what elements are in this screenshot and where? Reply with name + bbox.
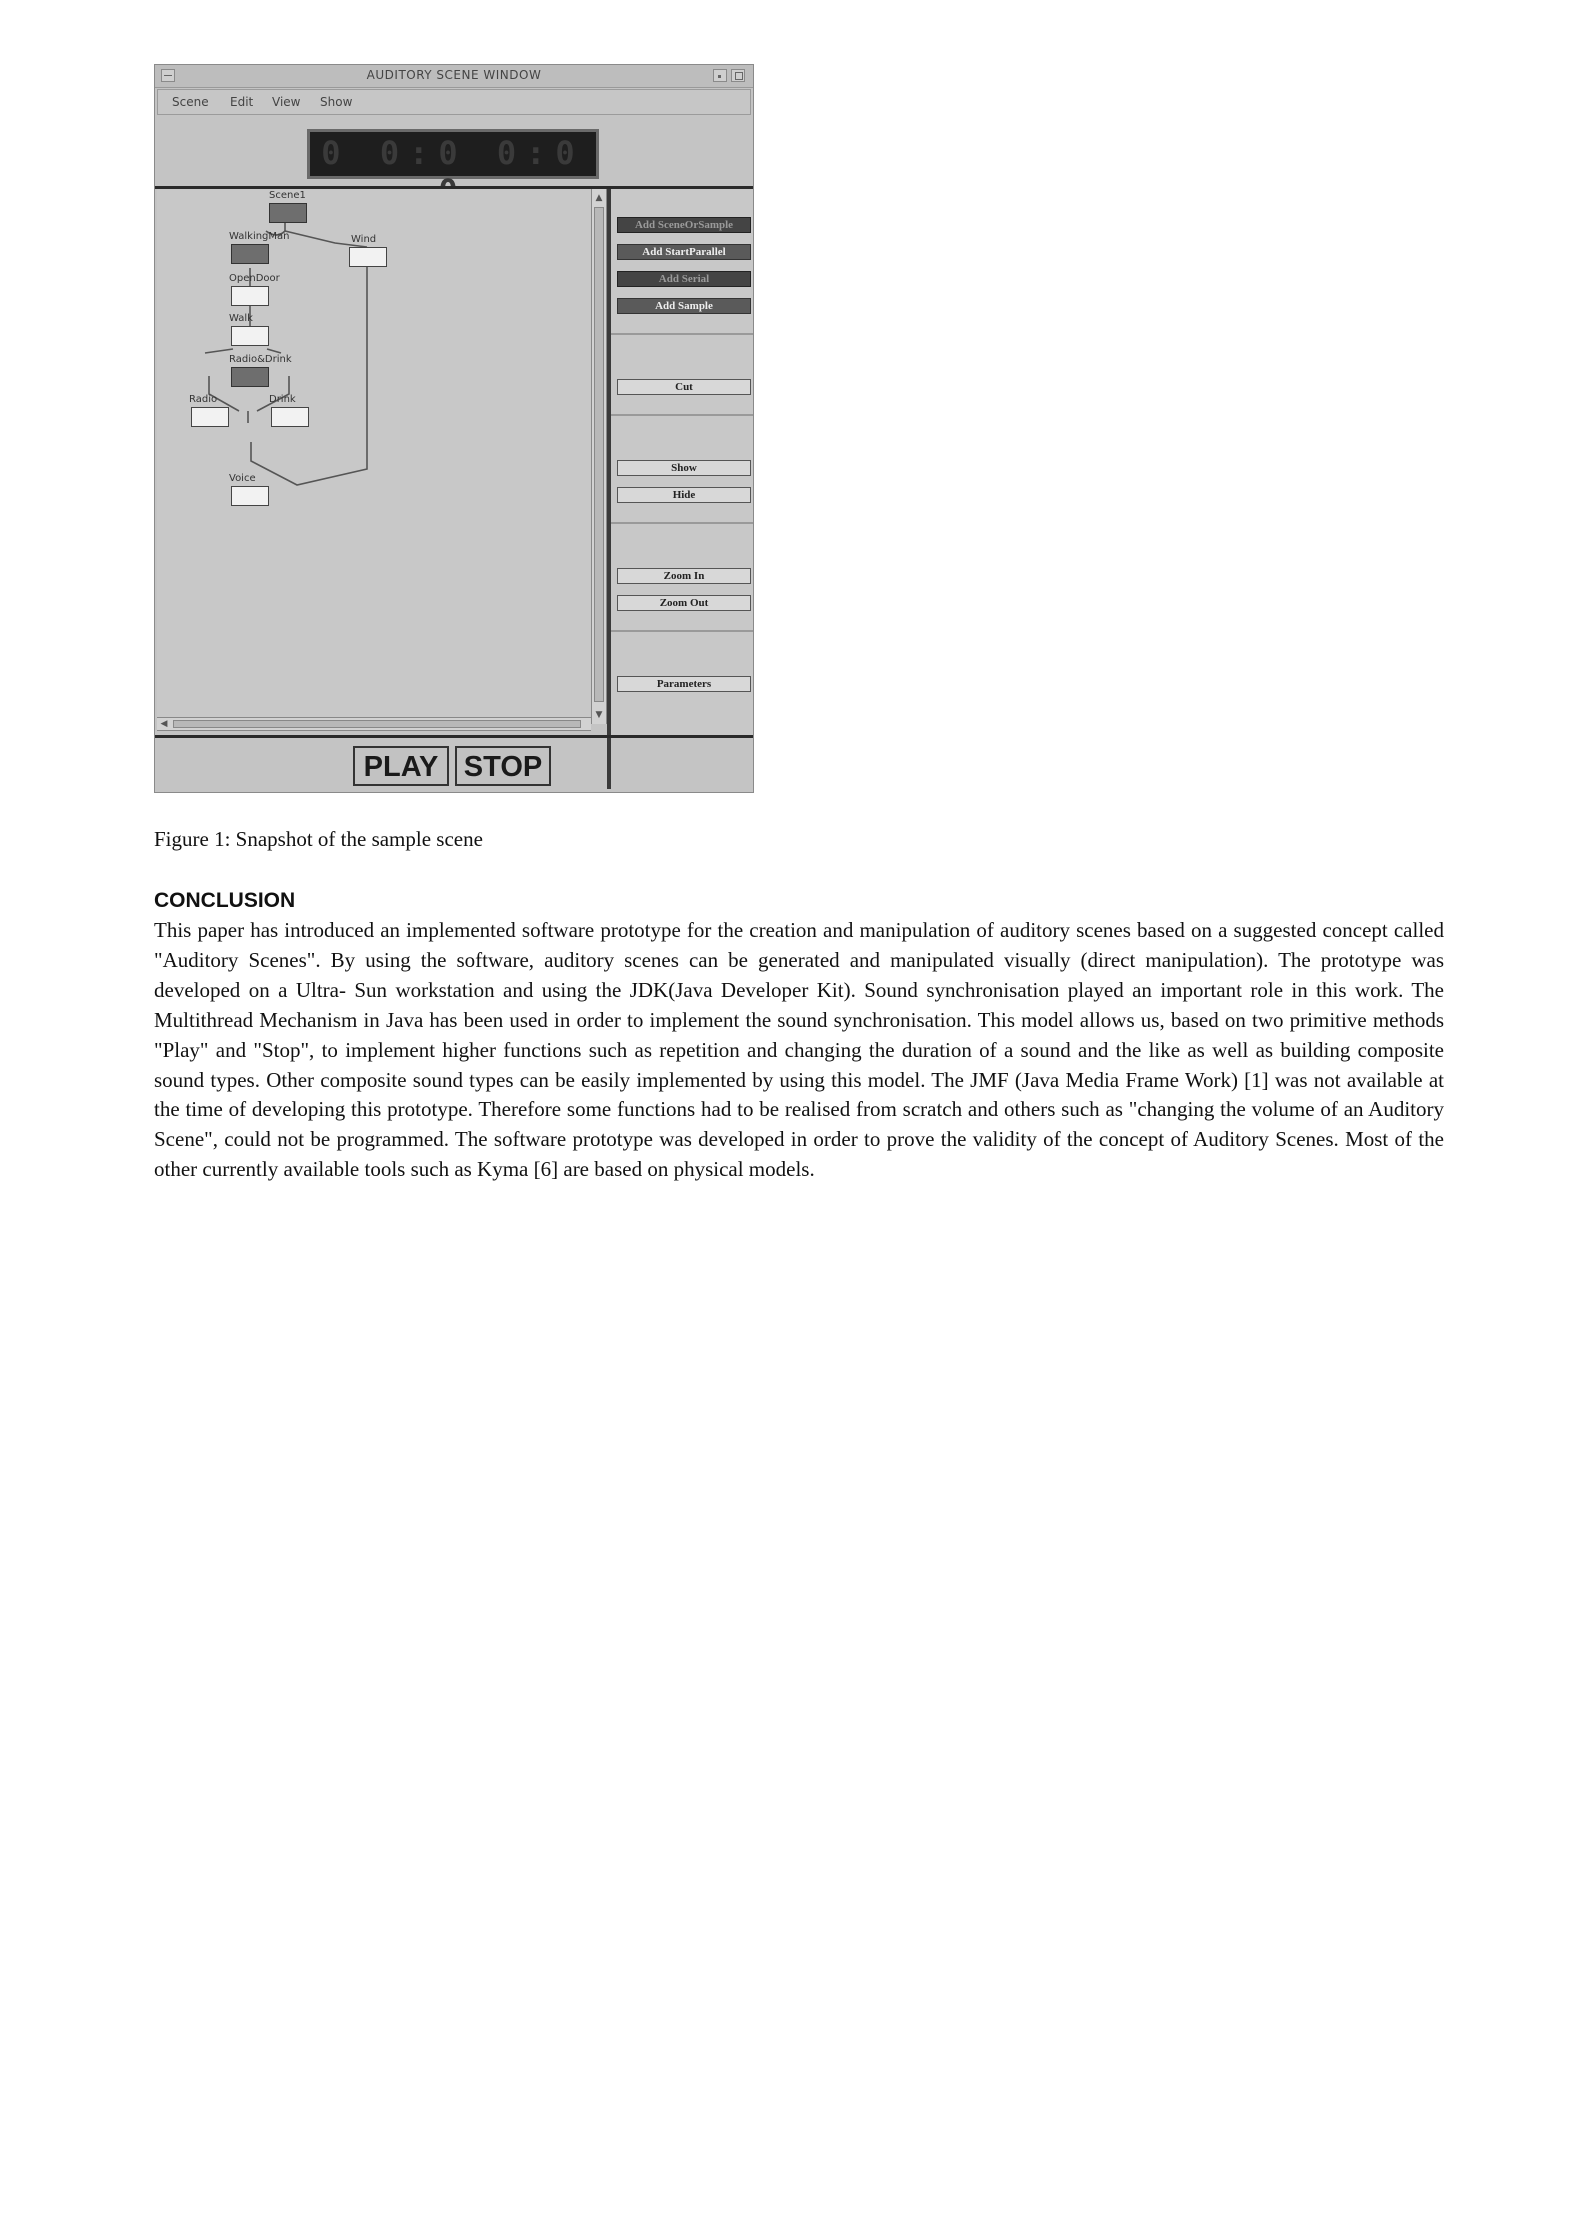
separator: [611, 333, 753, 335]
tree-node-walk[interactable]: [231, 326, 269, 346]
tree-node-scene1[interactable]: [269, 203, 307, 223]
tree-node-label: Drink: [269, 394, 296, 405]
tree-node-voice[interactable]: [231, 486, 269, 506]
zoom-in-button[interactable]: Zoom In: [617, 568, 751, 584]
tree-node-label: Walk: [229, 313, 253, 324]
parameters-button[interactable]: Parameters: [617, 676, 751, 692]
button-panel: [611, 189, 753, 735]
timer-digits: 0 0:0 0:0: [321, 134, 585, 172]
title-bar: [155, 65, 753, 88]
timer-display: [307, 129, 599, 179]
tree-node-label: WalkingMan: [229, 231, 290, 242]
tree-node-opendoor[interactable]: [231, 286, 269, 306]
scroll-thumb[interactable]: [594, 207, 604, 702]
body-paragraph: This paper has introduced an implemented software prototype for the creation and manipulation of auditory scenes based on a suggested concept called "Auditory Scenes". By using the software, auditory scenes can be generated and manipulated visually (direct manipulation). The prototype was developed on a Ultra- Sun workstation and using the JDK(Java Developer Kit). Sound synchronisation played an important role in this work. The Multithread Mechanism in Java has been used in order to implement the sound synchronisation. This model allows us, based on two primitive methods "Play" and "Stop", to implement higher functions such as repetition and changing the duration of a sound and the like as well as building composite sound types. Other composite sound types can be easily implemented by using this model. The JMF (Java Media Frame Work) [1] was not available at the time of developing this prototype. Therefore some functions had to be realised from scratch and others such as "changing the volume of an Auditory Scene", could not be programmed. The software prototype was developed in order to prove the validity of the concept of Auditory Scenes. Most of the other currently available tools such as Kyma [6] are based on physical models.: [154, 918, 1444, 1182]
add-start-parallel-button[interactable]: Add StartParallel: [617, 244, 751, 260]
play-button[interactable]: PLAY: [353, 746, 449, 786]
show-button[interactable]: Show: [617, 460, 751, 476]
tree-node-label: Wind: [351, 234, 377, 245]
tree-edges: [157, 189, 592, 724]
separator: [611, 414, 753, 416]
hide-button[interactable]: Hide: [617, 487, 751, 503]
horizontal-scrollbar[interactable]: [157, 717, 591, 731]
window-title: AUDITORY SCENE WINDOW: [366, 68, 542, 82]
zoom-out-button[interactable]: Zoom Out: [617, 595, 751, 611]
vertical-scrollbar[interactable]: [591, 189, 607, 724]
add-scene-or-sample-button[interactable]: Add SceneOrSample: [617, 217, 751, 233]
tree-node-walkingman[interactable]: [231, 244, 269, 264]
tree-node-label: Radio: [189, 394, 218, 405]
menu-bar: [157, 89, 751, 115]
menu-scene[interactable]: Scene: [172, 95, 209, 109]
tree-node-drink[interactable]: [271, 407, 309, 427]
cut-button[interactable]: Cut: [617, 379, 751, 395]
maximize-icon[interactable]: [731, 69, 745, 82]
tree-node-wind[interactable]: [349, 247, 387, 267]
bottom-separator: [155, 735, 753, 738]
figure-caption: Figure 1: Snapshot of the sample scene: [154, 827, 483, 851]
separator: [611, 522, 753, 524]
auditory-scene-window: [154, 64, 754, 793]
tree-node-label: Voice: [229, 473, 256, 484]
stop-button[interactable]: STOP: [455, 746, 551, 786]
add-sample-button[interactable]: Add Sample: [617, 298, 751, 314]
tree-node-label: Radio&Drink: [229, 354, 292, 365]
menu-edit[interactable]: Edit: [230, 95, 254, 109]
scroll-up-icon[interactable]: ▲: [595, 193, 603, 203]
scene-tree-canvas[interactable]: [157, 189, 592, 724]
separator: [611, 630, 753, 632]
scroll-thumb[interactable]: [173, 720, 581, 728]
tree-node-radio-drink[interactable]: [231, 367, 269, 387]
scroll-down-icon[interactable]: ▼: [595, 710, 603, 720]
tree-node-label: Scene1: [269, 190, 306, 201]
section-heading: CONCLUSION: [154, 889, 296, 912]
menu-show[interactable]: Show: [320, 95, 353, 109]
menu-view[interactable]: View: [272, 95, 301, 109]
minimize-icon[interactable]: [713, 69, 727, 82]
add-serial-button[interactable]: Add Serial: [617, 271, 751, 287]
scroll-left-icon[interactable]: ◀: [160, 719, 168, 729]
tree-node-radio[interactable]: [191, 407, 229, 427]
tree-node-label: OpenDoor: [229, 273, 280, 284]
